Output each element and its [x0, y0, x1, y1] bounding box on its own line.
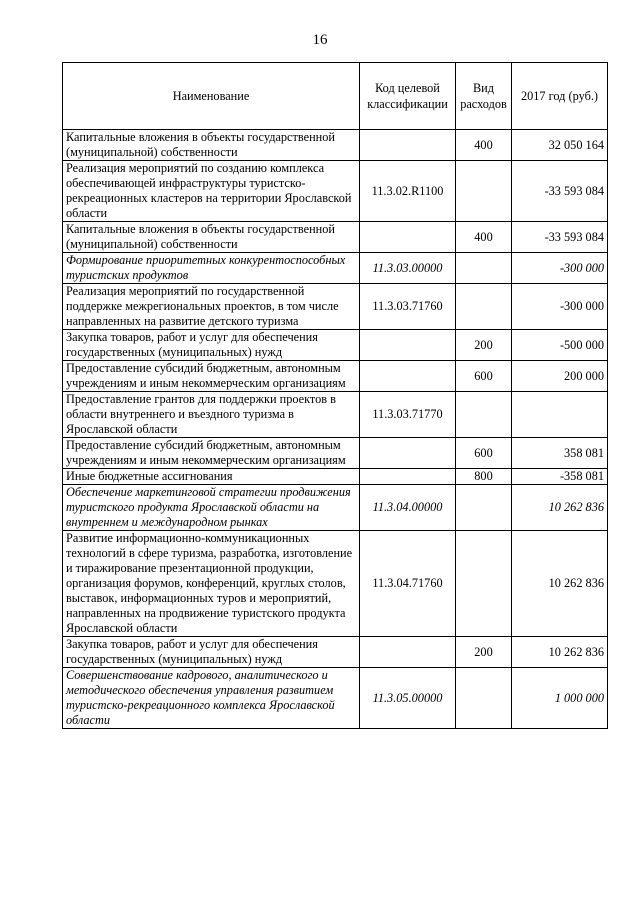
cell-amount: [512, 392, 608, 438]
cell-name: Развитие информационно-коммуникационных технологий в сфере туризма, разработка, изготовление и тиражирование презентационной продукции, организация форумов, конференций, круглых столов, выставок, информационных туров и мероприятий, направленных на продвижение туристского продукта Ярославской области: [63, 531, 360, 637]
table-row: [63, 485, 608, 531]
cell-name: Иные бюджетные ассигнования: [63, 469, 360, 485]
table-header-row: [63, 63, 608, 130]
budget-table: [62, 62, 608, 729]
cell-code: [360, 330, 456, 361]
cell-name: Обеспечение маркетинговой стратегии продвижения туристского продукта Ярославской области на внутреннем и международном рынках: [63, 485, 360, 531]
cell-amount: 10 262 836: [512, 531, 608, 637]
cell-code: [360, 438, 456, 469]
cell-kind: [456, 531, 512, 637]
cell-code: [360, 637, 456, 668]
cell-kind: 200: [456, 330, 512, 361]
cell-code: 11.3.04.71760: [360, 531, 456, 637]
table-row: [63, 531, 608, 637]
cell-amount: 200 000: [512, 361, 608, 392]
cell-name: Предоставление субсидий бюджетным, автономным учреждениям и иным некоммерческим организациям: [63, 438, 360, 469]
cell-amount: 358 081: [512, 438, 608, 469]
cell-name: Закупка товаров, работ и услуг для обеспечения государственных (муниципальных) нужд: [63, 330, 360, 361]
column-header-kind: Вид расходов: [456, 63, 512, 130]
cell-kind: 600: [456, 361, 512, 392]
cell-code: [360, 469, 456, 485]
cell-code: [360, 361, 456, 392]
table-row: [63, 361, 608, 392]
cell-code: 11.3.05.00000: [360, 668, 456, 729]
cell-code: 11.3.03.71760: [360, 284, 456, 330]
table-row: [63, 469, 608, 485]
page-number: 16: [312, 32, 328, 48]
cell-kind: [456, 161, 512, 222]
cell-kind: [456, 392, 512, 438]
cell-amount: 10 262 836: [512, 637, 608, 668]
cell-name: Предоставление грантов для поддержки проектов в области внутреннего и въездного туризма в Ярославской области: [63, 392, 360, 438]
column-header-name: Наименование: [63, 63, 360, 130]
table-row: [63, 253, 608, 284]
cell-kind: 400: [456, 222, 512, 253]
cell-name: Закупка товаров, работ и услуг для обеспечения государственных (муниципальных) нужд: [63, 637, 360, 668]
column-header-code: Код целевой классификации: [360, 63, 456, 130]
cell-kind: 400: [456, 130, 512, 161]
cell-amount: -33 593 084: [512, 222, 608, 253]
column-header-amount: 2017 год (руб.): [512, 63, 608, 130]
cell-amount: 1 000 000: [512, 668, 608, 729]
cell-name: Совершенствование кадрового, аналитического и методического обеспечения управления развитием туристско-рекреационного комплекса Ярославской области: [63, 668, 360, 729]
cell-amount: -300 000: [512, 253, 608, 284]
cell-amount: -300 000: [512, 284, 608, 330]
cell-kind: [456, 668, 512, 729]
cell-kind: [456, 284, 512, 330]
cell-amount: -33 593 084: [512, 161, 608, 222]
cell-kind: [456, 253, 512, 284]
cell-amount: 32 050 164: [512, 130, 608, 161]
cell-amount: -358 081: [512, 469, 608, 485]
cell-kind: 200: [456, 637, 512, 668]
cell-code: 11.3.03.71770: [360, 392, 456, 438]
table-row: [63, 161, 608, 222]
cell-name: Предоставление субсидий бюджетным, автономным учреждениям и иным некоммерческим организациям: [63, 361, 360, 392]
cell-code: 11.3.03.00000: [360, 253, 456, 284]
cell-code: [360, 222, 456, 253]
cell-name: Капитальные вложения в объекты государственной (муниципальной) собственности: [63, 130, 360, 161]
cell-kind: 800: [456, 469, 512, 485]
cell-code: 11.3.02.R1100: [360, 161, 456, 222]
cell-kind: 600: [456, 438, 512, 469]
cell-amount: 10 262 836: [512, 485, 608, 531]
cell-name: Капитальные вложения в объекты государственной (муниципальной) собственности: [63, 222, 360, 253]
table-row: [63, 222, 608, 253]
table-row: [63, 637, 608, 668]
cell-name: Формирование приоритетных конкурентоспособных туристских продуктов: [63, 253, 360, 284]
cell-kind: [456, 485, 512, 531]
table-row: [63, 438, 608, 469]
cell-code: [360, 130, 456, 161]
table-row: [63, 668, 608, 729]
cell-amount: -500 000: [512, 330, 608, 361]
table-body: [63, 130, 608, 729]
cell-name: Реализация мероприятий по созданию комплекса обеспечивающей инфраструктуры туристско-рекреационных кластеров на территории Ярославской области: [63, 161, 360, 222]
cell-name: Реализация мероприятий по государственной поддержке межрегиональных проектов, в том числе направленных на развитие детского туризма: [63, 284, 360, 330]
cell-code: 11.3.04.00000: [360, 485, 456, 531]
table-row: [63, 130, 608, 161]
table-row: [63, 330, 608, 361]
table-row: [63, 392, 608, 438]
table-row: [63, 284, 608, 330]
